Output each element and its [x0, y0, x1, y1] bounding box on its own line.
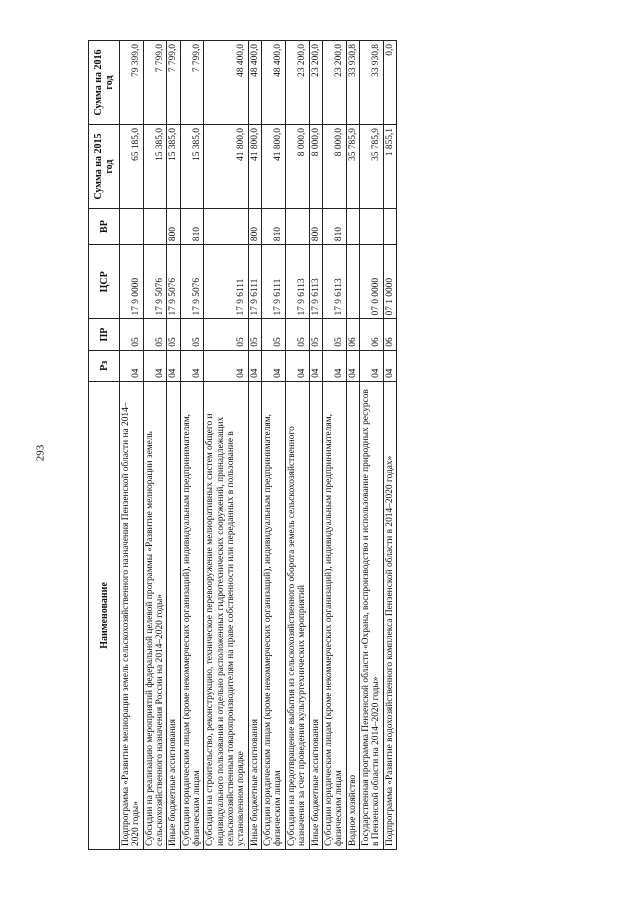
- rotated-table-wrapper: [88, 40, 560, 850]
- cell-vr: 810: [322, 209, 346, 245]
- table-row: [120, 41, 144, 850]
- cell-rz: 04: [359, 350, 383, 381]
- cell-sum-2016: 48 400,0: [204, 41, 248, 125]
- cell-rz: 04: [285, 350, 309, 381]
- cell-csr: 17 9 6111: [262, 245, 286, 319]
- cell-sum-2016: 7 799,0: [143, 41, 167, 125]
- cell-name: Субсидии на предотвращение выбытия из сельскохозяйственного оборота земель сельскохозяйственного назначения за счет проведения культуртехнических мероприятий: [285, 381, 309, 849]
- cell-name: Субсидии на реализацию мероприятий федеральной целевой программы «Развитие мелиорации земель сельскохозяйственного назначения России на 2014–2020 годы»: [143, 381, 167, 849]
- table-row: [309, 41, 322, 850]
- cell-csr: 17 9 6113: [322, 245, 346, 319]
- cell-csr: 07 1 0000: [383, 245, 396, 319]
- cell-sum-2016: 33 930,8: [346, 41, 359, 125]
- cell-csr: 17 9 6111: [248, 245, 261, 319]
- cell-vr: 800: [309, 209, 322, 245]
- budget-table: [88, 40, 397, 850]
- cell-sum-2016: 7 799,0: [167, 41, 180, 125]
- table-row: [359, 41, 383, 850]
- cell-csr: 17 9 6113: [309, 245, 322, 319]
- cell-pr: 05: [285, 319, 309, 350]
- cell-name: Субсидии юридическим лицам (кроме некоммерческих организаций), индивидуальным предпринимателям, физическим лицам: [180, 381, 204, 849]
- header-sum-2016: Сумма на 2016 год: [89, 41, 120, 125]
- cell-name: Иные бюджетные ассигнования: [167, 381, 180, 849]
- cell-vr: 810: [262, 209, 286, 245]
- cell-csr: 17 9 5076: [143, 245, 167, 319]
- cell-rz: 04: [322, 350, 346, 381]
- cell-name: Субсидии на строительство, реконструкцию, техническое перевооружение мелиоративных систем общего и индивидуального пользования и отдельно расположенных гидротехнических сооружений, принадлежащих сельскохозяйственным товаропроизводителям на праве собственности или переданных в пользование в установленном порядке: [204, 381, 248, 849]
- cell-sum-2016: 33 930,8: [359, 41, 383, 125]
- cell-name: Иные бюджетные ассигнования: [309, 381, 322, 849]
- cell-sum-2016: 7 799,0: [180, 41, 204, 125]
- cell-sum-2016: 48 400,0: [262, 41, 286, 125]
- table-body: [120, 41, 397, 850]
- cell-rz: 04: [167, 350, 180, 381]
- cell-sum-2015: 15 385,0: [143, 125, 167, 209]
- table-row: [204, 41, 248, 850]
- header-pr: ПР: [89, 319, 120, 350]
- header-vr: ВР: [89, 209, 120, 245]
- table-row: [322, 41, 346, 850]
- cell-csr: 17 9 6111: [204, 245, 248, 319]
- cell-csr: 17 9 5076: [167, 245, 180, 319]
- cell-csr: 17 9 6113: [285, 245, 309, 319]
- cell-name: Подпрограмма «Развитие мелиорации земель сельскохозяйственного назначения Пензенской области на 2014–2020 годы»: [120, 381, 144, 849]
- cell-sum-2016: 23 200,0: [322, 41, 346, 125]
- cell-sum-2016: 48 400,0: [248, 41, 261, 125]
- cell-sum-2016: 23 200,0: [309, 41, 322, 125]
- cell-sum-2015: 65 185,0: [120, 125, 144, 209]
- cell-vr: 800: [167, 209, 180, 245]
- cell-name: Иные бюджетные ассигнования: [248, 381, 261, 849]
- cell-csr: 17 9 5076: [180, 245, 204, 319]
- cell-vr: [346, 209, 359, 245]
- cell-pr: 05: [180, 319, 204, 350]
- cell-sum-2016: 79 399,0: [120, 41, 144, 125]
- cell-rz: 04: [248, 350, 261, 381]
- table-row: [383, 41, 396, 850]
- table-row: [346, 41, 359, 850]
- cell-sum-2015: 1 855,1: [383, 125, 396, 209]
- cell-pr: 06: [359, 319, 383, 350]
- table-row: [248, 41, 261, 850]
- header-csr: ЦСР: [89, 245, 120, 319]
- cell-pr: 05: [204, 319, 248, 350]
- header-rz: Рз: [89, 350, 120, 381]
- cell-csr: [346, 245, 359, 319]
- cell-name: Субсидии юридическим лицам (кроме некоммерческих организаций), индивидуальным предпринимателям, физическим лицам: [262, 381, 286, 849]
- page-number: [30, 0, 50, 905]
- cell-rz: 04: [143, 350, 167, 381]
- cell-sum-2016: 0,0: [383, 41, 396, 125]
- cell-rz: 04: [309, 350, 322, 381]
- cell-sum-2015: 8 000,0: [309, 125, 322, 209]
- table-row: [180, 41, 204, 850]
- table-row: [167, 41, 180, 850]
- cell-vr: [204, 209, 248, 245]
- cell-pr: 05: [143, 319, 167, 350]
- cell-sum-2016: 23 200,0: [285, 41, 309, 125]
- cell-sum-2015: 15 385,0: [167, 125, 180, 209]
- cell-pr: 05: [167, 319, 180, 350]
- cell-sum-2015: 8 000,0: [285, 125, 309, 209]
- cell-name: Государственная программа Пензенской области «Охрана, воспроизводство и использование природных ресурсов в Пензенской области на 2014–2020 годы»: [359, 381, 383, 849]
- cell-pr: 06: [383, 319, 396, 350]
- cell-rz: 04: [120, 350, 144, 381]
- cell-pr: 05: [248, 319, 261, 350]
- cell-name: Субсидии юридическим лицам (кроме некоммерческих организаций), индивидуальным предпринимателям, физическим лицам: [322, 381, 346, 849]
- cell-pr: 05: [120, 319, 144, 350]
- cell-sum-2015: 8 000,0: [322, 125, 346, 209]
- cell-pr: 05: [309, 319, 322, 350]
- header-sum-2015: Сумма на 2015 год: [89, 125, 120, 209]
- header-name: Наименование: [89, 381, 120, 849]
- cell-name: Водное хозяйство: [346, 381, 359, 849]
- cell-csr: 07 0 0000: [359, 245, 383, 319]
- cell-vr: 810: [180, 209, 204, 245]
- cell-sum-2015: 35 785,9: [359, 125, 383, 209]
- cell-rz: 04: [180, 350, 204, 381]
- cell-rz: 04: [262, 350, 286, 381]
- cell-vr: [143, 209, 167, 245]
- cell-vr: 800: [248, 209, 261, 245]
- cell-sum-2015: 41 800,0: [248, 125, 261, 209]
- cell-vr: [120, 209, 144, 245]
- table-row: [262, 41, 286, 850]
- cell-pr: 05: [262, 319, 286, 350]
- cell-rz: 04: [204, 350, 248, 381]
- cell-vr: [383, 209, 396, 245]
- cell-pr: 05: [322, 319, 346, 350]
- cell-sum-2015: 15 385,0: [180, 125, 204, 209]
- page-number-text: 293: [34, 444, 46, 461]
- cell-sum-2015: 41 800,0: [204, 125, 248, 209]
- cell-csr: 17 9 0000: [120, 245, 144, 319]
- cell-vr: [359, 209, 383, 245]
- table-row: [285, 41, 309, 850]
- cell-sum-2015: 35 785,9: [346, 125, 359, 209]
- cell-pr: 06: [346, 319, 359, 350]
- rotated-table-content: [88, 40, 560, 850]
- cell-rz: 04: [346, 350, 359, 381]
- cell-rz: 04: [383, 350, 396, 381]
- table-row: [143, 41, 167, 850]
- cell-vr: [285, 209, 309, 245]
- cell-sum-2015: 41 800,0: [262, 125, 286, 209]
- cell-name: Подпрограмма «Развитие водохозяйственного комплекса Пензенской области в 2014–2020 годах»: [383, 381, 396, 849]
- table-header-row: [89, 41, 120, 850]
